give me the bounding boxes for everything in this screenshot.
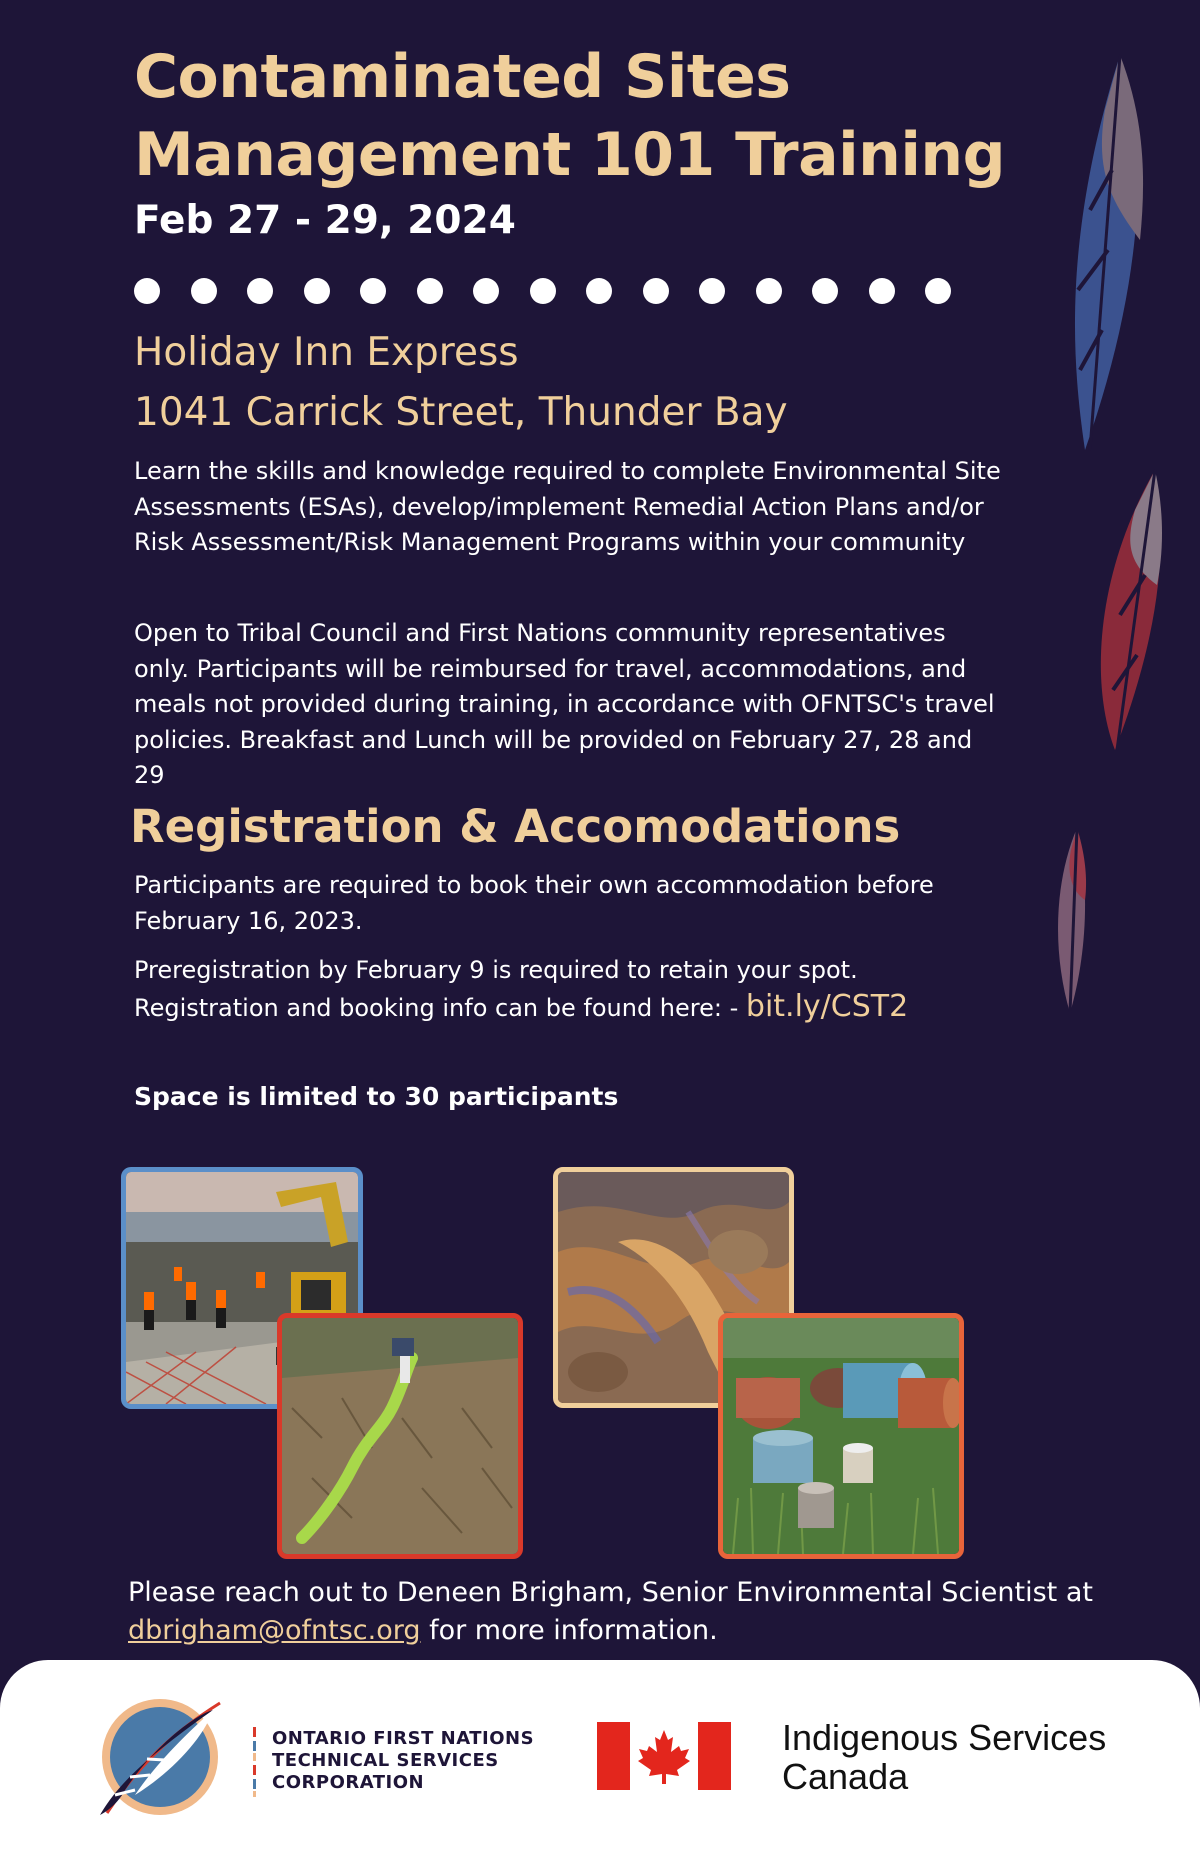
venue-address: 1041 Carrick Street, Thunder Bay (134, 390, 788, 435)
divider-dot (530, 278, 556, 304)
divider-dotted-line (252, 1727, 258, 1797)
venue-name: Holiday Inn Express (134, 330, 519, 375)
divider-dot (360, 278, 386, 304)
divider-dot (473, 278, 499, 304)
description-paragraph-2: Open to Tribal Council and First Nations community representatives only. Participants will be reimbursed for travel, accommodations, and meals not provided during training, in accordance with OFNTSC's travel policies. Breakfast and Lunch will be provided on February 27, 28 and 29 (134, 619, 995, 789)
divider-dot (417, 278, 443, 304)
photo-hose-on-ground (277, 1313, 523, 1559)
ofntsc-name (272, 1728, 534, 1794)
photo-barrels-in-grass (718, 1313, 964, 1559)
gov-line-1: Indigenous Services (782, 1717, 1107, 1758)
registration-paragraph-1: Participants are required to book their own accommodation before February 16, 2023. (134, 871, 934, 935)
feather-icon (1045, 825, 1095, 1015)
registration-info-text: Registration and booking info can be found here: - (134, 993, 746, 1022)
ofntsc-logo-icon (95, 1695, 230, 1820)
divider-dot (586, 278, 612, 304)
title-line-1: Contaminated Sites (134, 42, 791, 112)
divider-dot (247, 278, 273, 304)
org-line-2: TECHNICAL SERVICES (272, 1750, 499, 1771)
indigenous-services-canada-name (782, 1718, 1106, 1796)
event-date: Feb 27 - 29, 2024 (134, 198, 516, 243)
divider-dot (304, 278, 330, 304)
divider-dot (925, 278, 951, 304)
space-limit-note: Space is limited to 30 participants (134, 1082, 619, 1111)
description-paragraph-1: Learn the skills and knowledge required to complete Environmental Site Assessments (ESAs), develop/implement Remedial Action Plans and/or Risk Assessment/Risk Management Programs within your community (134, 457, 1001, 556)
preregistration-text: Preregistration by February 9 is required to retain your spot. (134, 956, 858, 984)
contact-line-1: Please reach out to Deneen Brigham, Senior Environmental Scientist at (128, 1577, 1093, 1608)
dot-divider (134, 278, 954, 306)
feather-icon (1050, 50, 1150, 460)
org-line-1: ONTARIO FIRST NATIONS (272, 1728, 535, 1749)
divider-dot (756, 278, 782, 304)
org-line-3: CORPORATION (272, 1772, 425, 1793)
contact-text (128, 1574, 1093, 1650)
registration-paragraph-2 (134, 953, 1034, 1026)
feather-icon (1085, 465, 1165, 755)
page-title (134, 38, 1005, 194)
canada-flag-icon (597, 1722, 731, 1790)
registration-heading: Registration & Accomodations (130, 800, 901, 853)
title-line-2: Management 101 Training (134, 120, 1006, 190)
registration-link[interactable]: bit.ly/CST2 (745, 988, 909, 1024)
divider-dot (191, 278, 217, 304)
divider-dot (869, 278, 895, 304)
divider-dot (643, 278, 669, 304)
divider-dot (699, 278, 725, 304)
contact-line-2: for more information. (420, 1615, 718, 1646)
divider-dot (812, 278, 838, 304)
contact-email-link[interactable]: dbrigham@ofntsc.org (128, 1615, 421, 1646)
divider-dot (134, 278, 160, 304)
gov-line-2: Canada (782, 1756, 909, 1797)
